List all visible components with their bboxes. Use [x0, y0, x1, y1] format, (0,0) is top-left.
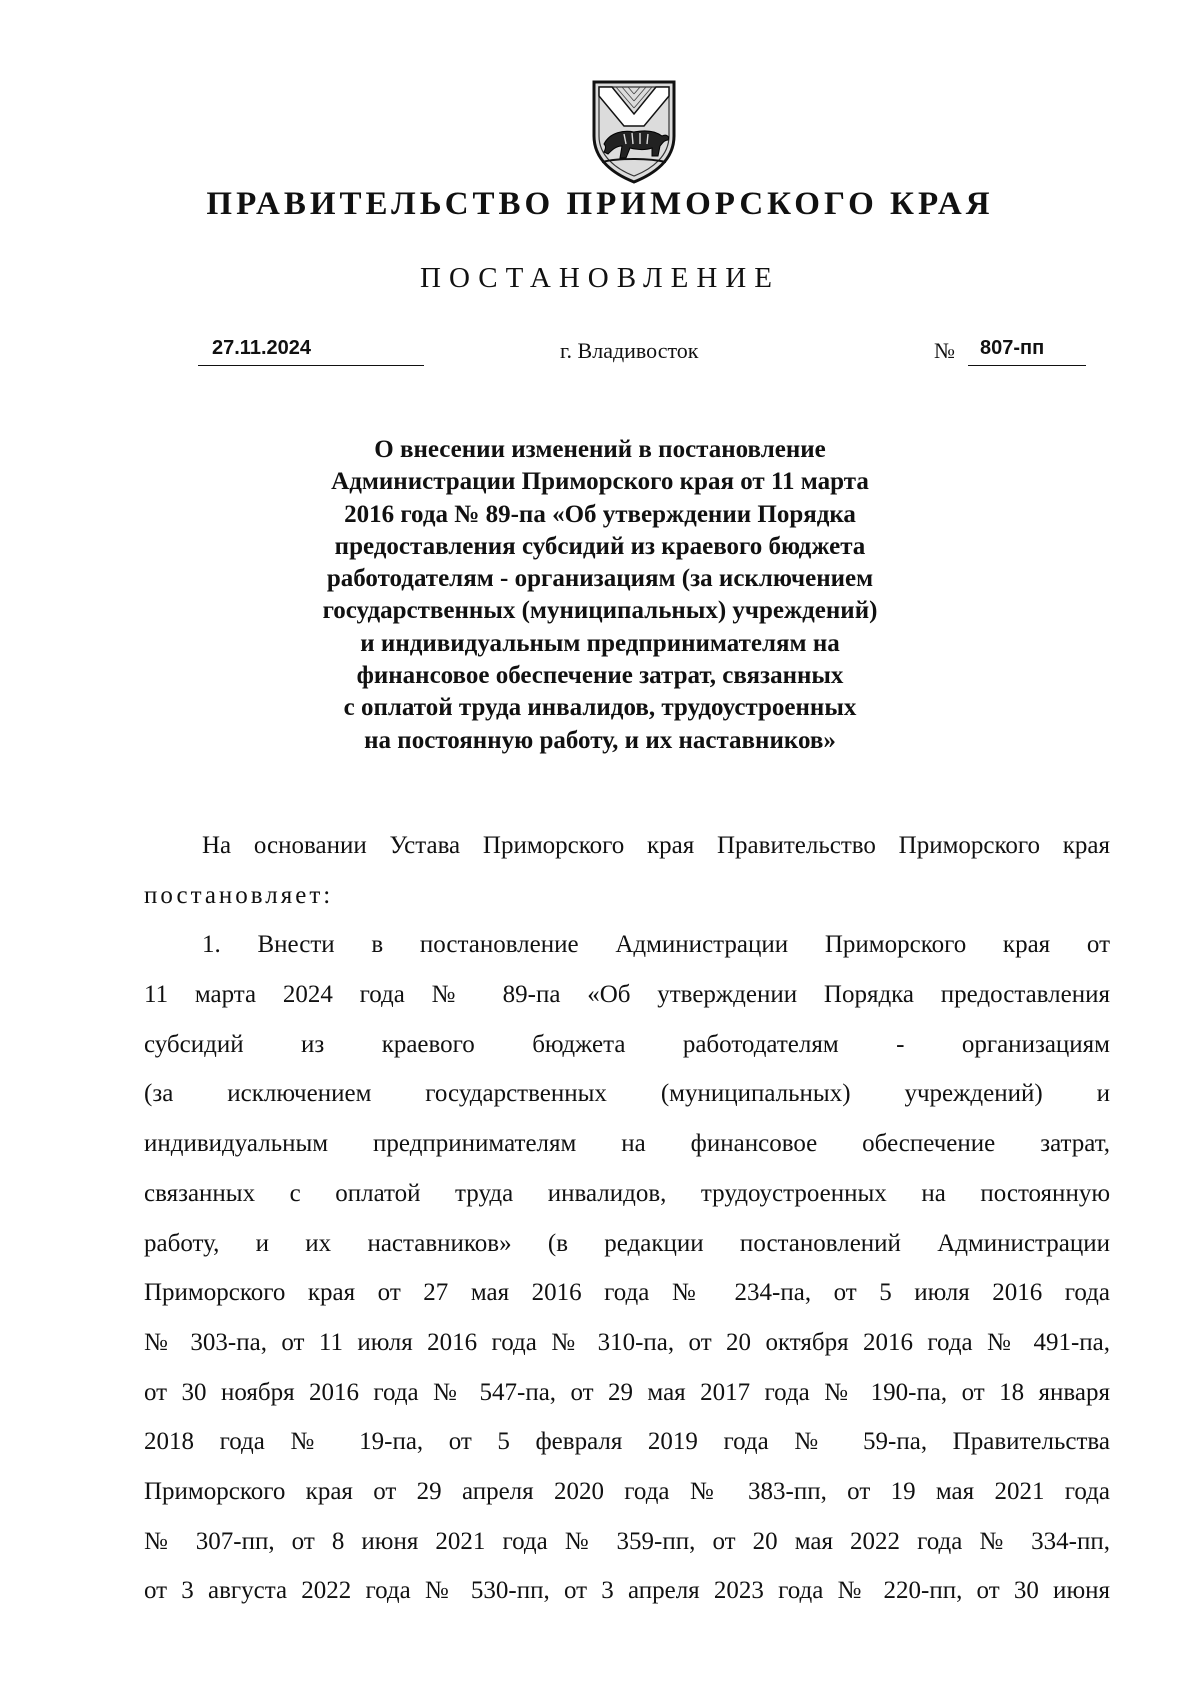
document-date: 27.11.2024: [198, 336, 424, 366]
document-subject: [0, 434, 1200, 757]
body-line: (за исключением государственных (муниципальных) учреждений) и: [144, 1080, 1110, 1108]
subject-line: О внесении изменений в постановление: [374, 436, 826, 463]
subject-line: на постоянную работу, и их наставников»: [364, 726, 836, 754]
subject-line: и индивидуальным предпринимателям на: [360, 629, 840, 657]
document-body: [144, 821, 1110, 1616]
subject-line: Администрации Приморского края от 11 марта: [331, 468, 869, 496]
body-line: На основании Устава Приморского края Правительство Приморского края: [202, 832, 1110, 859]
coat-of-arms-icon: [588, 74, 680, 186]
subject-line: государственных (муниципальных) учреждений): [322, 597, 878, 625]
body-line: связанных с оплатой труда инвалидов, трудоустроенных на постоянную: [144, 1179, 1110, 1207]
subject-line: предоставления субсидий из краевого бюджета: [334, 532, 866, 560]
subject-line: работодателям - организациям (за исключением: [326, 565, 874, 593]
body-line: от 30 ноября 2016 года № 547-па, от 29 мая 2017 года № 190-па, от 18 января: [144, 1378, 1110, 1406]
subject-line: 2016 года № 89-па «Об утверждении Порядка: [344, 500, 856, 528]
body-line: № 303-па, от 11 июля 2016 года № 310-па, от 20 октября 2016 года № 491-па,: [144, 1328, 1110, 1356]
body-line: 1. Внести в постановление Администрации Приморского края от: [202, 931, 1110, 959]
document-number: 807-пп: [968, 336, 1086, 366]
body-line: 2018 года № 19-па, от 5 февраля 2019 года № 59-па, Правительства: [144, 1428, 1110, 1456]
document-city: г. Владивосток: [560, 338, 699, 363]
body-line: субсидий из краевого бюджета работодателям - организациям: [144, 1030, 1110, 1058]
body-line: 11 марта 2024 года № 89-па «Об утверждении Порядка предоставления: [144, 981, 1110, 1009]
document-meta: [0, 336, 1200, 376]
subject-line: с оплатой труда инвалидов, трудоустроенных: [343, 694, 857, 722]
body-line: Приморского края от 29 апреля 2020 года № 383-пп, от 19 мая 2021 года: [144, 1477, 1110, 1505]
document-type: ПОСТАНОВЛЕНИЕ: [420, 262, 780, 294]
number-sign: №: [934, 338, 955, 363]
body-line: № 307-пп, от 8 июня 2021 года № 359-пп, от 20 мая 2022 года № 334-пп,: [144, 1527, 1110, 1555]
body-line: Приморского края от 27 мая 2016 года № 234-па, от 5 июля 2016 года: [144, 1279, 1110, 1307]
body-line: индивидуальным предпринимателям на финансовое обеспечение затрат,: [144, 1130, 1110, 1158]
body-line: работу, и их наставников» (в редакции постановлений Администрации: [144, 1229, 1110, 1257]
body-line: от 3 августа 2022 года № 530-пп, от 3 апреля 2023 года № 220-пп, от 30 июня: [144, 1577, 1110, 1605]
subject-line: финансовое обеспечение затрат, связанных: [356, 662, 844, 690]
government-title: ПРАВИТЕЛЬСТВО ПРИМОРСКОГО КРАЯ: [206, 186, 994, 222]
body-line: постановляет:: [144, 881, 334, 909]
